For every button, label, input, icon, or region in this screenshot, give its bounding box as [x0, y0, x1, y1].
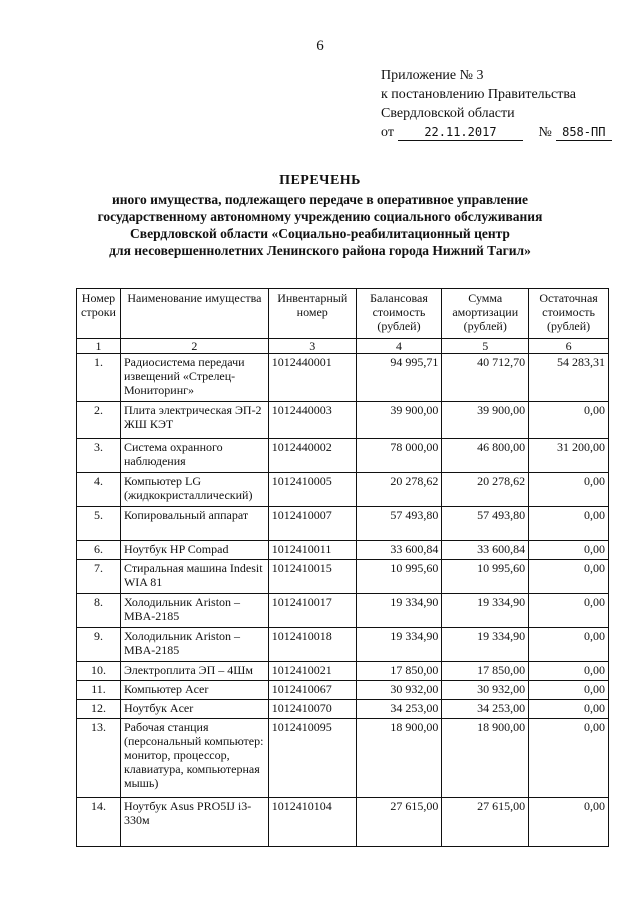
table-row — [77, 473, 609, 507]
balance-value: 17 850,00 — [356, 662, 442, 681]
row-number: 11. — [77, 681, 121, 700]
table-row — [77, 719, 609, 798]
table-row — [77, 681, 609, 700]
residual-value: 0,00 — [529, 541, 609, 560]
table-row — [77, 560, 609, 594]
row-number: 2. — [77, 402, 121, 439]
residual-value: 54 283,31 — [529, 354, 609, 402]
residual-value: 0,00 — [529, 681, 609, 700]
item-name: Система охранного наблюдения — [120, 439, 268, 473]
item-name: Ноутбук HP Compad — [120, 541, 268, 560]
item-name: Плита электрическая ЭП-2 ЖШ КЭТ — [120, 402, 268, 439]
balance-value: 10 995,60 — [356, 560, 442, 594]
title-line-1: иного имущества, подлежащего передаче в оперативное управление — [111, 192, 529, 207]
row-number: 3. — [77, 439, 121, 473]
balance-value: 19 334,90 — [356, 628, 442, 662]
appendix-header — [381, 66, 612, 142]
residual-value: 31 200,00 — [529, 439, 609, 473]
row-number: 1. — [77, 354, 121, 402]
residual-value: 0,00 — [529, 507, 609, 541]
inventory-number: 1012410011 — [268, 541, 356, 560]
row-number: 4. — [77, 473, 121, 507]
appendix-line-3: Свердловской области — [381, 106, 515, 121]
row-number: 8. — [77, 594, 121, 628]
residual-value: 0,00 — [529, 594, 609, 628]
item-name: Ноутбук Acer — [120, 700, 268, 719]
property-table — [76, 288, 609, 847]
table-row — [77, 439, 609, 473]
amortization-value: 17 850,00 — [442, 662, 529, 681]
inventory-number: 1012440002 — [268, 439, 356, 473]
inventory-number: 1012410021 — [268, 662, 356, 681]
inventory-number: 1012410104 — [268, 798, 356, 847]
inventory-number: 1012410095 — [268, 719, 356, 798]
amortization-value: 33 600,84 — [442, 541, 529, 560]
item-name: Холодильник Ariston – MBA-2185 — [120, 628, 268, 662]
amortization-value: 19 334,90 — [442, 594, 529, 628]
colnum: 3 — [268, 339, 356, 354]
colnum: 5 — [442, 339, 529, 354]
header-residual: Остаточная стоимость (рублей) — [529, 289, 609, 339]
inventory-number: 1012410005 — [268, 473, 356, 507]
row-number: 14. — [77, 798, 121, 847]
item-name: Компьютер LG (жидкокристаллический) — [120, 473, 268, 507]
inventory-number: 1012410015 — [268, 560, 356, 594]
table-row — [77, 798, 609, 847]
document-title — [60, 172, 580, 259]
number-prefix: № — [538, 125, 552, 140]
amortization-value: 40 712,70 — [442, 354, 529, 402]
balance-value: 78 000,00 — [356, 439, 442, 473]
colnum: 2 — [120, 339, 268, 354]
title-heading: ПЕРЕЧЕНЬ — [279, 173, 361, 188]
balance-value: 39 900,00 — [356, 402, 442, 439]
appendix-date-line — [381, 123, 612, 142]
row-number: 5. — [77, 507, 121, 541]
inventory-number: 1012410017 — [268, 594, 356, 628]
amortization-value: 30 932,00 — [442, 681, 529, 700]
table-row — [77, 354, 609, 402]
amortization-value: 10 995,60 — [442, 560, 529, 594]
table-row — [77, 541, 609, 560]
colnum: 6 — [529, 339, 609, 354]
table-row — [77, 662, 609, 681]
amortization-value: 46 800,00 — [442, 439, 529, 473]
header-num: Номер строки — [77, 289, 121, 339]
balance-value: 94 995,71 — [356, 354, 442, 402]
title-line-2: государственному автономному учреждению социального обслуживания — [97, 209, 543, 224]
balance-value: 57 493,80 — [356, 507, 442, 541]
table-row — [77, 628, 609, 662]
residual-value: 0,00 — [529, 662, 609, 681]
row-number: 13. — [77, 719, 121, 798]
item-name: Радиосистема передачи извещений «Стрелец-Мониторинг» — [120, 354, 268, 402]
amortization-value: 27 615,00 — [442, 798, 529, 847]
item-name: Холодильник Ariston – MBA-2185 — [120, 594, 268, 628]
item-name: Ноутбук Asus PRO5IJ i3-330м — [120, 798, 268, 847]
header-balance: Балансовая стоимость (рублей) — [356, 289, 442, 339]
row-number: 10. — [77, 662, 121, 681]
appendix-line-2: к постановлению Правительства — [381, 87, 577, 102]
item-name: Компьютер Acer — [120, 681, 268, 700]
residual-value: 0,00 — [529, 700, 609, 719]
table-row — [77, 507, 609, 541]
row-number: 7. — [77, 560, 121, 594]
item-name: Рабочая станция (персональный компьютер: монитор, процессор, клавиатура, компьютерная мышь) — [120, 719, 268, 798]
decree-number: 858-ПП — [556, 125, 612, 141]
inventory-number: 1012410018 — [268, 628, 356, 662]
row-number: 12. — [77, 700, 121, 719]
table-row — [77, 402, 609, 439]
residual-value: 0,00 — [529, 473, 609, 507]
inventory-number: 1012410070 — [268, 700, 356, 719]
balance-value: 33 600,84 — [356, 541, 442, 560]
amortization-value: 18 900,00 — [442, 719, 529, 798]
balance-value: 18 900,00 — [356, 719, 442, 798]
residual-value: 0,00 — [529, 628, 609, 662]
item-name: Стиральная машина Indesit WIA 81 — [120, 560, 268, 594]
table-header-row — [77, 289, 609, 339]
amortization-value: 20 278,62 — [442, 473, 529, 507]
row-number: 6. — [77, 541, 121, 560]
page-number: 6 — [316, 38, 324, 54]
title-line-4: для несовершеннолетних Ленинского района города Нижний Тагил» — [109, 243, 531, 258]
header-name: Наименование имущества — [120, 289, 268, 339]
colnum: 1 — [77, 339, 121, 354]
balance-value: 30 932,00 — [356, 681, 442, 700]
inventory-number: 1012440001 — [268, 354, 356, 402]
item-name: Копировальный аппарат — [120, 507, 268, 541]
header-amortization: Сумма амортизации (рублей) — [442, 289, 529, 339]
balance-value: 20 278,62 — [356, 473, 442, 507]
column-number-row — [77, 339, 609, 354]
amortization-value: 19 334,90 — [442, 628, 529, 662]
table-row — [77, 594, 609, 628]
residual-value: 0,00 — [529, 798, 609, 847]
colnum: 4 — [356, 339, 442, 354]
balance-value: 34 253,00 — [356, 700, 442, 719]
residual-value: 0,00 — [529, 402, 609, 439]
appendix-line-1: Приложение № 3 — [381, 68, 484, 83]
header-inv: Инвентарный номер — [268, 289, 356, 339]
amortization-value: 57 493,80 — [442, 507, 529, 541]
balance-value: 27 615,00 — [356, 798, 442, 847]
date-prefix: от — [381, 125, 394, 140]
item-name: Электроплита ЭП – 4Шм — [120, 662, 268, 681]
residual-value: 0,00 — [529, 719, 609, 798]
balance-value: 19 334,90 — [356, 594, 442, 628]
residual-value: 0,00 — [529, 560, 609, 594]
decree-date: 22.11.2017 — [398, 125, 523, 141]
inventory-number: 1012410067 — [268, 681, 356, 700]
inventory-number: 1012410007 — [268, 507, 356, 541]
title-line-3: Свердловской области «Социально-реабилитационный центр — [130, 226, 510, 241]
amortization-value: 34 253,00 — [442, 700, 529, 719]
row-number: 9. — [77, 628, 121, 662]
table-row — [77, 700, 609, 719]
inventory-number: 1012440003 — [268, 402, 356, 439]
amortization-value: 39 900,00 — [442, 402, 529, 439]
